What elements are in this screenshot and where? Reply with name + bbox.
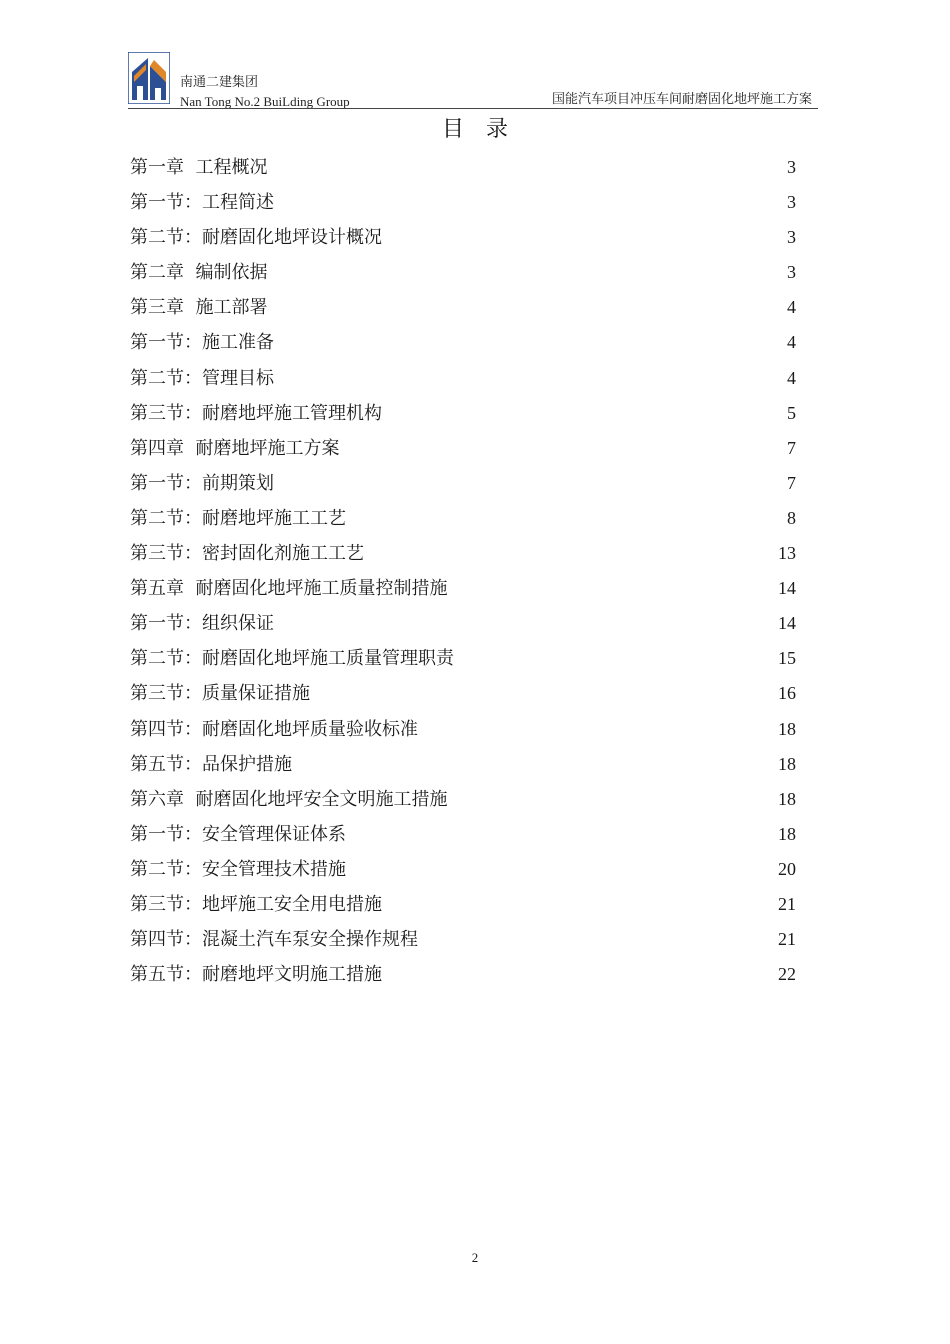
toc-entry-page: 4 — [787, 332, 796, 353]
toc-entry-page: 14 — [778, 578, 796, 599]
toc-entry-page: 4 — [787, 367, 796, 388]
toc-entry[interactable] — [130, 676, 796, 711]
toc-entry[interactable] — [130, 220, 796, 255]
header-divider — [128, 108, 818, 109]
toc-entry-page: 8 — [787, 507, 796, 528]
toc-entry[interactable] — [130, 431, 796, 466]
toc-entry-label: 第二章 编制依据 — [130, 262, 268, 284]
toc-entry[interactable] — [130, 185, 796, 220]
toc-entry-label: 第一节：施工准备 — [130, 332, 274, 354]
company-logo-icon — [128, 52, 170, 104]
toc-entry-label: 第二节：耐磨固化地坪设计概况 — [130, 227, 382, 249]
toc-entry[interactable] — [130, 290, 796, 325]
toc-entry-label: 第二节：耐磨固化地坪施工质量管理职责 — [130, 648, 454, 670]
toc-entry-page: 22 — [778, 964, 796, 985]
table-of-contents — [130, 150, 796, 992]
toc-entry-page: 14 — [778, 613, 796, 634]
company-name — [180, 72, 350, 112]
project-title: 国能汽车项目冲压车间耐磨固化地坪施工方案 — [551, 91, 812, 106]
toc-entry[interactable] — [130, 922, 796, 957]
toc-entry-label: 第四节：耐磨固化地坪质量验收标准 — [130, 718, 418, 740]
toc-entry-label: 第一章 工程概况 — [130, 157, 268, 178]
toc-entry-page: 3 — [787, 157, 796, 177]
toc-entry-page: 18 — [778, 718, 796, 739]
toc-entry[interactable] — [130, 255, 796, 290]
toc-entry[interactable] — [130, 817, 796, 852]
toc-entry[interactable] — [130, 150, 796, 185]
toc-entry-page: 3 — [787, 192, 796, 213]
toc-entry-page: 16 — [778, 683, 796, 704]
toc-entry-label: 第二节：管理目标 — [130, 367, 274, 389]
toc-entry[interactable] — [130, 852, 796, 887]
toc-entry-page: 18 — [778, 753, 796, 774]
toc-entry-label: 第三节：质量保证措施 — [130, 683, 310, 705]
toc-entry-label: 第五节：品保护措施 — [130, 753, 292, 775]
toc-entry[interactable] — [130, 361, 796, 396]
toc-entry[interactable] — [130, 641, 796, 676]
toc-entry[interactable] — [130, 396, 796, 431]
toc-entry-label: 第三章 施工部署 — [130, 297, 268, 319]
toc-entry-label: 第四节：混凝土汽车泵安全操作规程 — [130, 929, 418, 951]
toc-entry-page: 7 — [787, 437, 796, 458]
toc-entry-page: 5 — [787, 402, 796, 423]
toc-entry-label: 第二节：安全管理技术措施 — [130, 858, 346, 880]
toc-entry-page: 18 — [778, 788, 796, 809]
toc-entry-label: 第一节：安全管理保证体系 — [130, 823, 346, 845]
toc-title: 目录 — [441, 117, 530, 142]
toc-entry-label: 第五节：耐磨地坪文明施工措施 — [130, 964, 382, 986]
toc-entry[interactable] — [130, 466, 796, 501]
toc-entry[interactable] — [130, 712, 796, 747]
toc-entry-label: 第三节：地坪施工安全用电措施 — [130, 893, 382, 915]
toc-entry-label: 第一节：工程简述 — [130, 192, 274, 214]
toc-entry-page: 7 — [787, 472, 796, 493]
toc-entry-label: 第一节：前期策划 — [130, 472, 274, 494]
toc-entry[interactable] — [130, 782, 796, 817]
toc-entry[interactable] — [130, 325, 796, 360]
toc-entry-page: 13 — [778, 543, 796, 564]
toc-entry[interactable] — [130, 957, 796, 992]
toc-entry-label: 第三节：耐磨地坪施工管理机构 — [130, 402, 382, 424]
toc-entry-label: 第五章 耐磨固化地坪施工质量控制措施 — [130, 578, 448, 600]
toc-entry-label: 第三节：密封固化剂施工工艺 — [130, 543, 364, 565]
toc-entry-page: 18 — [778, 823, 796, 844]
toc-entry[interactable] — [130, 747, 796, 782]
toc-entry[interactable] — [130, 887, 796, 922]
toc-entry-page: 3 — [787, 262, 796, 283]
toc-entry-label: 第四章 耐磨地坪施工方案 — [130, 437, 340, 459]
toc-entry[interactable] — [130, 606, 796, 641]
toc-entry-label: 第二节：耐磨地坪施工工艺 — [130, 507, 346, 529]
toc-entry-label: 第六章 耐磨固化地坪安全文明施工措施 — [130, 788, 448, 810]
page-number: 2 — [471, 1250, 479, 1265]
toc-entry-page: 20 — [778, 858, 796, 879]
toc-entry-label: 第一节：组织保证 — [130, 613, 274, 635]
toc-entry-page: 21 — [778, 929, 796, 950]
company-name-cn: 南通二建集团 — [180, 74, 259, 89]
page-header — [128, 52, 818, 108]
toc-entry-page: 21 — [778, 893, 796, 914]
toc-entry[interactable] — [130, 501, 796, 536]
company-name-en: Nan Tong No.2 BuiLding Group — [180, 94, 350, 109]
toc-entry[interactable] — [130, 571, 796, 606]
toc-entry-page: 4 — [787, 297, 796, 318]
toc-entry[interactable] — [130, 536, 796, 571]
toc-entry-page: 3 — [787, 227, 796, 248]
toc-entry-page: 15 — [778, 648, 796, 669]
